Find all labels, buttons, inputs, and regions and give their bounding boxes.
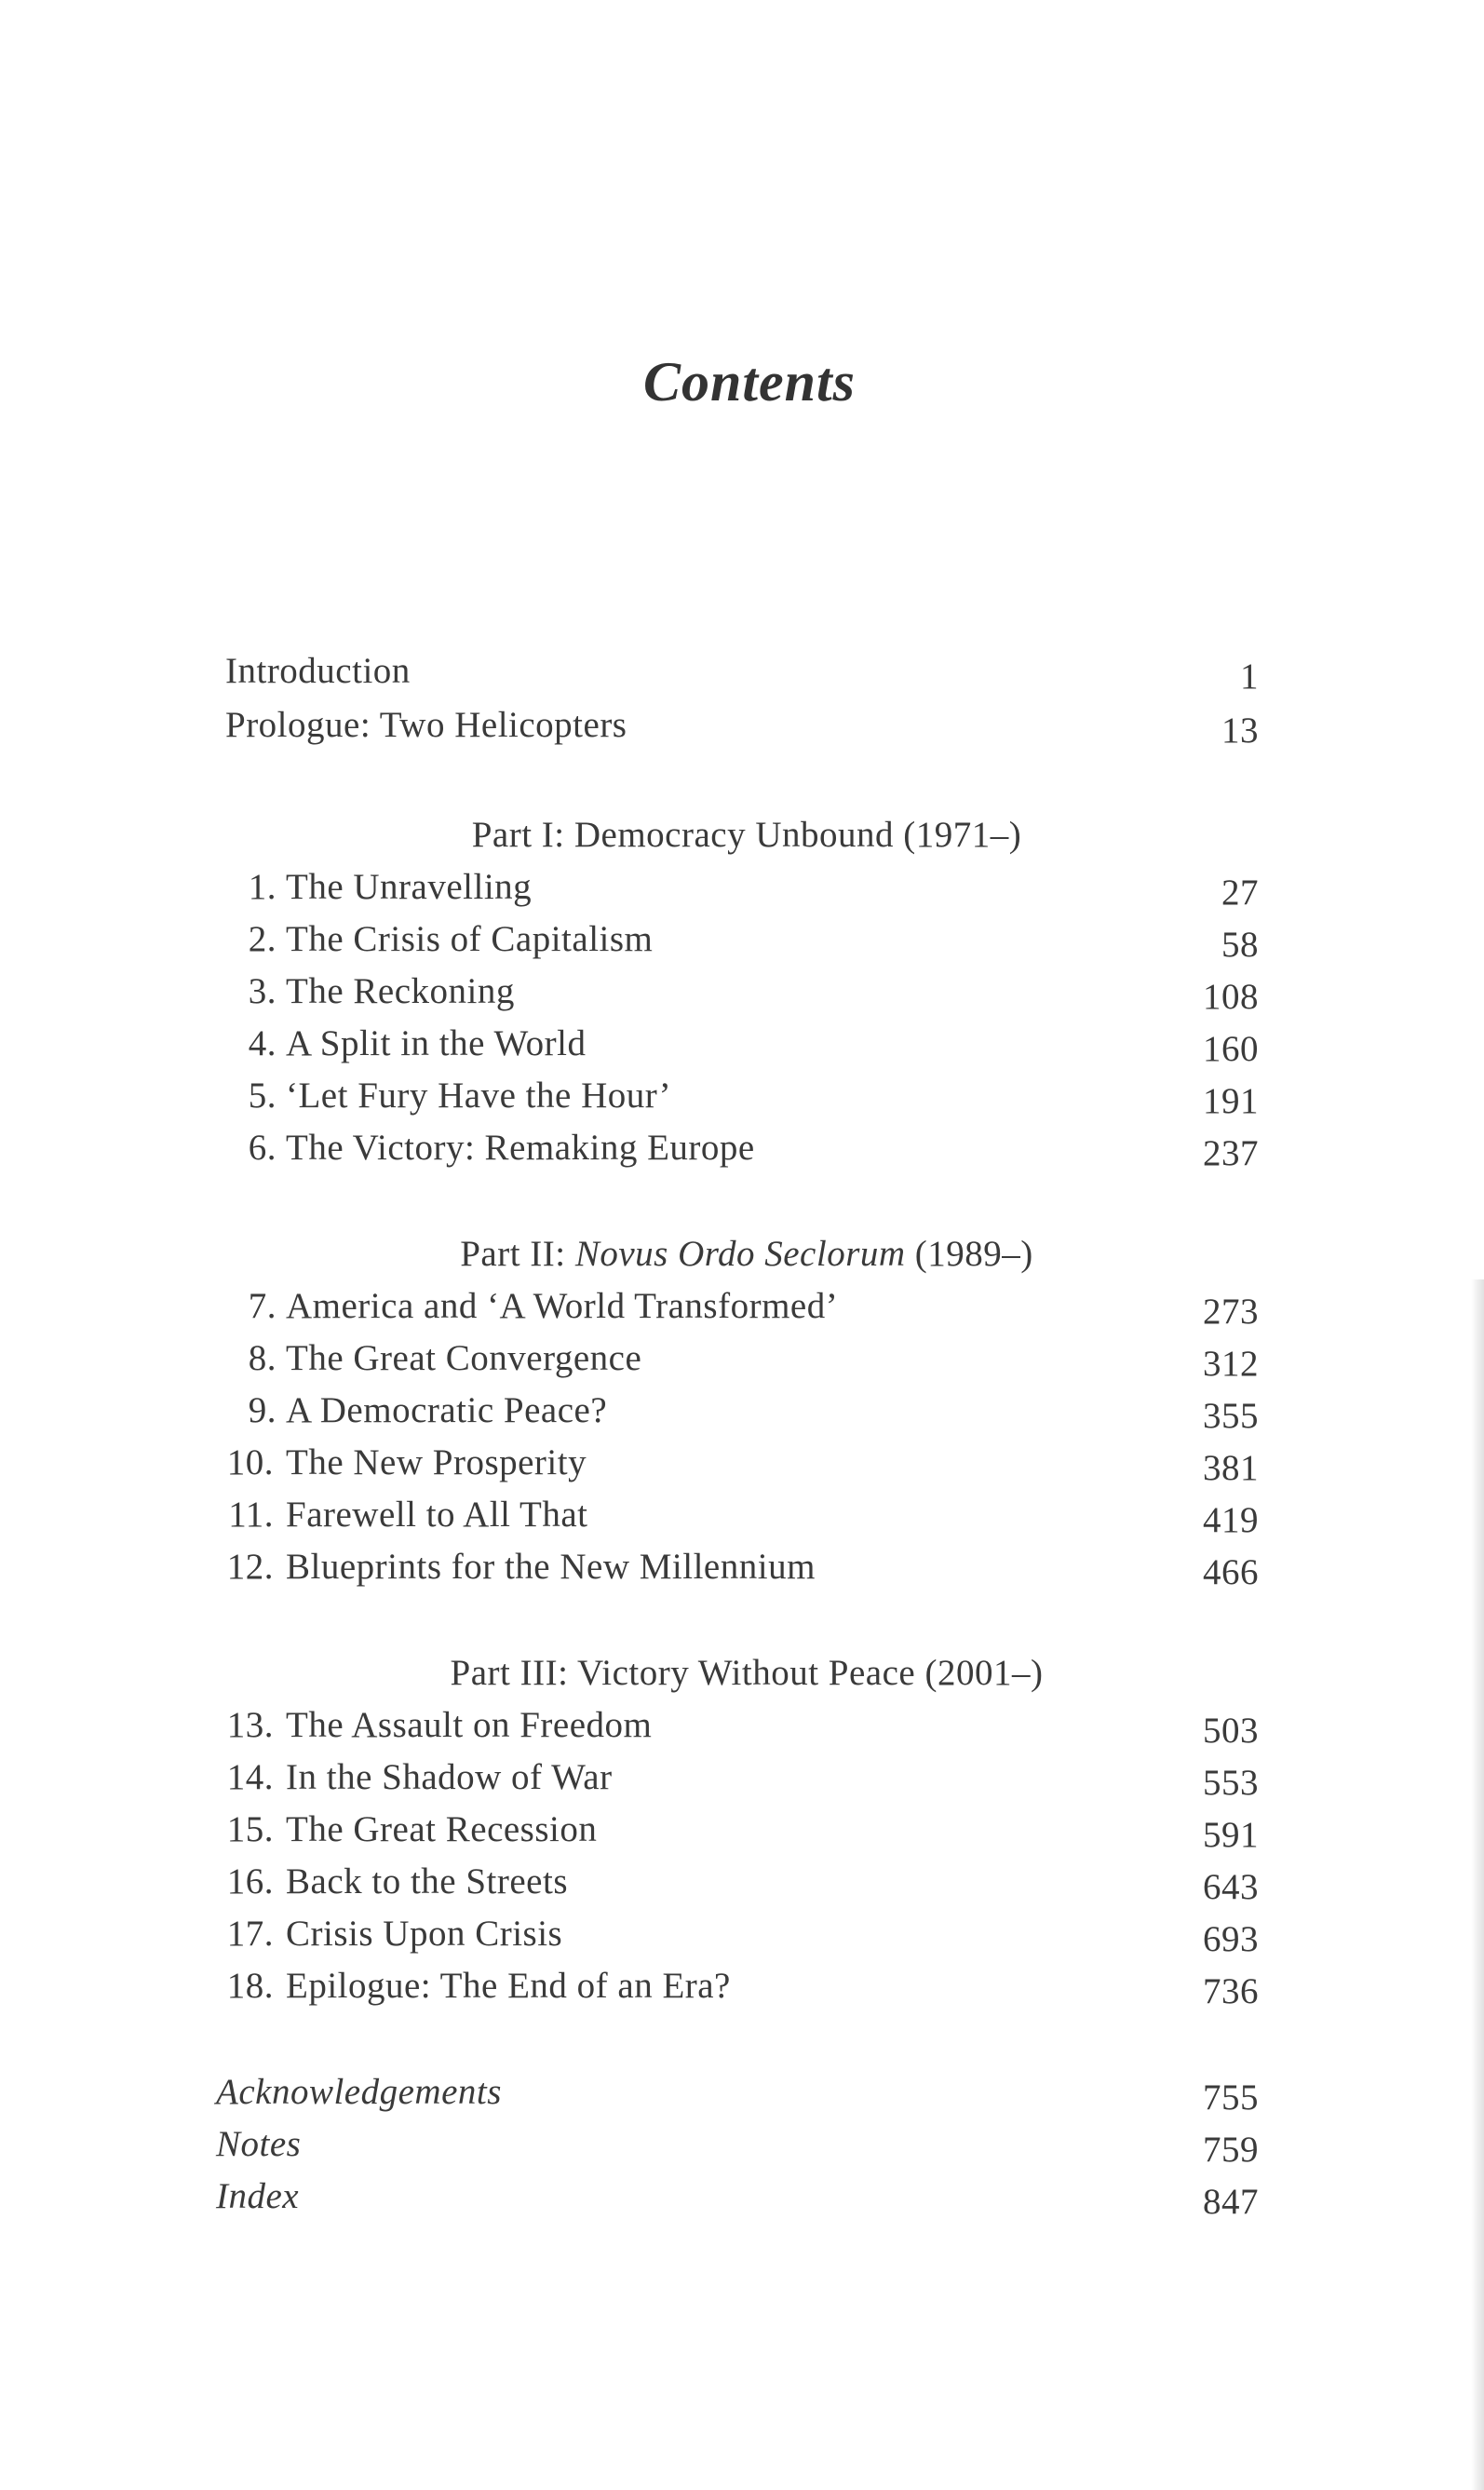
chapter-title: Epilogue: The End of an Era? bbox=[286, 1966, 731, 2006]
toc-chapter-17[interactable] bbox=[216, 1911, 1259, 1957]
toc-chapter-9[interactable] bbox=[216, 1387, 1259, 1434]
toc-page-number: 419 bbox=[1203, 1500, 1259, 1540]
part-heading-prefix: Part II: bbox=[460, 1234, 575, 1274]
chapter-number: 3. bbox=[248, 971, 277, 1011]
toc-page-number: 736 bbox=[1203, 1971, 1259, 2011]
toc-page-number: 503 bbox=[1203, 1711, 1259, 1751]
toc-page-number: 755 bbox=[1203, 2077, 1259, 2118]
toc-page-number: 847 bbox=[1203, 2182, 1259, 2222]
chapter-title: America and ‘A World Transformed’ bbox=[286, 1286, 839, 1326]
chapter-title: Crisis Upon Crisis bbox=[286, 1914, 563, 1954]
part-heading-title: Novus Ordo Seclorum bbox=[574, 1234, 906, 1274]
toc-entry-label: Introduction bbox=[225, 651, 411, 691]
toc-entry-label: Index bbox=[216, 2176, 300, 2216]
chapter-title: The Reckoning bbox=[286, 971, 515, 1011]
toc-page-number: 237 bbox=[1203, 1133, 1259, 1173]
toc-chapter-7[interactable] bbox=[216, 1283, 1259, 1330]
part-heading-1 bbox=[225, 812, 1268, 859]
toc-page-number: 355 bbox=[1203, 1396, 1259, 1436]
toc-chapter-18[interactable] bbox=[216, 1963, 1259, 2010]
toc-entry-acknowledgements[interactable] bbox=[216, 2069, 1259, 2116]
part-heading-suffix: (1989–) bbox=[905, 1234, 1033, 1274]
toc-page-number: 466 bbox=[1203, 1552, 1259, 1592]
chapter-title: Back to the Streets bbox=[286, 1861, 569, 1901]
toc-chapter-4[interactable] bbox=[216, 1021, 1259, 1067]
toc-page-number: 759 bbox=[1203, 2130, 1259, 2170]
toc-page-number: 591 bbox=[1203, 1815, 1259, 1855]
toc-entry-index[interactable] bbox=[216, 2173, 1259, 2220]
part-heading-prefix: Part I: bbox=[471, 815, 574, 855]
chapter-number: 14. bbox=[226, 1757, 274, 1797]
toc-chapter-8[interactable] bbox=[216, 1335, 1259, 1382]
toc-chapter-5[interactable] bbox=[216, 1073, 1259, 1119]
page-title: Contents bbox=[642, 351, 857, 413]
toc-page-number: 693 bbox=[1203, 1919, 1259, 1959]
chapter-number: 2. bbox=[248, 919, 277, 959]
chapter-number: 16. bbox=[226, 1861, 274, 1901]
toc-page-number: 58 bbox=[1221, 925, 1259, 965]
chapter-number: 8. bbox=[248, 1338, 277, 1378]
chapter-title: The Assault on Freedom bbox=[286, 1705, 653, 1745]
part-heading-title: Democracy Unbound bbox=[573, 815, 895, 855]
toc-chapter-10[interactable] bbox=[216, 1440, 1259, 1486]
chapter-number: 4. bbox=[248, 1023, 277, 1063]
chapter-title: A Democratic Peace? bbox=[286, 1390, 608, 1430]
part-heading-3 bbox=[225, 1650, 1268, 1697]
chapter-title: Farewell to All That bbox=[286, 1495, 588, 1535]
toc-chapter-1[interactable] bbox=[216, 864, 1259, 911]
chapter-title: ‘Let Fury Have the Hour’ bbox=[286, 1076, 672, 1116]
toc-chapter-11[interactable] bbox=[216, 1492, 1259, 1538]
chapter-title: In the Shadow of War bbox=[286, 1757, 613, 1797]
chapter-title: The New Prosperity bbox=[286, 1442, 587, 1482]
chapter-number: 10. bbox=[226, 1442, 274, 1482]
chapter-title: A Split in the World bbox=[286, 1023, 587, 1063]
chapter-number: 12. bbox=[226, 1547, 274, 1587]
toc-chapter-3[interactable] bbox=[216, 968, 1259, 1015]
chapter-number: 13. bbox=[226, 1705, 274, 1745]
toc-chapter-16[interactable] bbox=[216, 1859, 1259, 1905]
chapter-number: 1. bbox=[248, 867, 277, 907]
chapter-number: 18. bbox=[226, 1966, 274, 2006]
toc-chapter-15[interactable] bbox=[216, 1807, 1259, 1853]
toc-page-number: 273 bbox=[1203, 1292, 1259, 1332]
toc-chapter-6[interactable] bbox=[216, 1125, 1259, 1171]
toc-chapter-12[interactable] bbox=[216, 1544, 1259, 1590]
chapter-number: 11. bbox=[228, 1495, 274, 1535]
toc-chapter-14[interactable] bbox=[216, 1754, 1259, 1801]
part-heading-prefix: Part III: bbox=[450, 1653, 577, 1693]
chapter-number: 15. bbox=[226, 1809, 274, 1849]
toc-entry-label: Prologue: Two Helicopters bbox=[225, 705, 627, 745]
chapter-number: 17. bbox=[226, 1914, 274, 1954]
toc-page-number: 160 bbox=[1203, 1029, 1259, 1069]
chapter-title: Blueprints for the New Millennium bbox=[286, 1547, 816, 1587]
chapter-number: 5. bbox=[248, 1076, 277, 1116]
toc-page-number: 191 bbox=[1203, 1081, 1259, 1121]
chapter-title: The Great Recession bbox=[286, 1809, 598, 1849]
toc-entry-label: Notes bbox=[216, 2124, 302, 2164]
chapter-title: The Unravelling bbox=[286, 867, 533, 907]
part-heading-2 bbox=[225, 1231, 1268, 1278]
chapter-title: The Crisis of Capitalism bbox=[286, 919, 654, 959]
toc-entry-notes[interactable] bbox=[216, 2121, 1259, 2168]
toc-page-number: 108 bbox=[1203, 977, 1259, 1017]
part-heading-title: Victory Without Peace bbox=[576, 1653, 916, 1693]
toc-chapter-2[interactable] bbox=[216, 916, 1259, 963]
toc-page-number: 553 bbox=[1203, 1763, 1259, 1803]
chapter-number: 7. bbox=[248, 1286, 277, 1326]
toc-page-number: 312 bbox=[1203, 1344, 1259, 1384]
toc-page-number: 643 bbox=[1203, 1867, 1259, 1907]
toc-page-number: 13 bbox=[1221, 710, 1259, 751]
chapter-number: 6. bbox=[248, 1128, 277, 1168]
toc-entry-label: Acknowledgements bbox=[216, 2072, 502, 2112]
toc-chapter-13[interactable] bbox=[216, 1702, 1259, 1749]
toc-page-number: 1 bbox=[1240, 656, 1259, 697]
toc-page-number: 381 bbox=[1203, 1448, 1259, 1488]
toc-entry-prologue[interactable] bbox=[216, 702, 1259, 749]
toc-page-number: 27 bbox=[1221, 873, 1259, 913]
toc-entry-introduction[interactable] bbox=[216, 648, 1259, 695]
part-heading-suffix: (1971–) bbox=[894, 815, 1022, 855]
chapter-title: The Great Convergence bbox=[286, 1338, 642, 1378]
page-edge-shadow bbox=[1471, 1279, 1484, 2490]
chapter-title: The Victory: Remaking Europe bbox=[286, 1128, 755, 1168]
chapter-number: 9. bbox=[248, 1390, 277, 1430]
part-heading-suffix: (2001–) bbox=[915, 1653, 1044, 1693]
